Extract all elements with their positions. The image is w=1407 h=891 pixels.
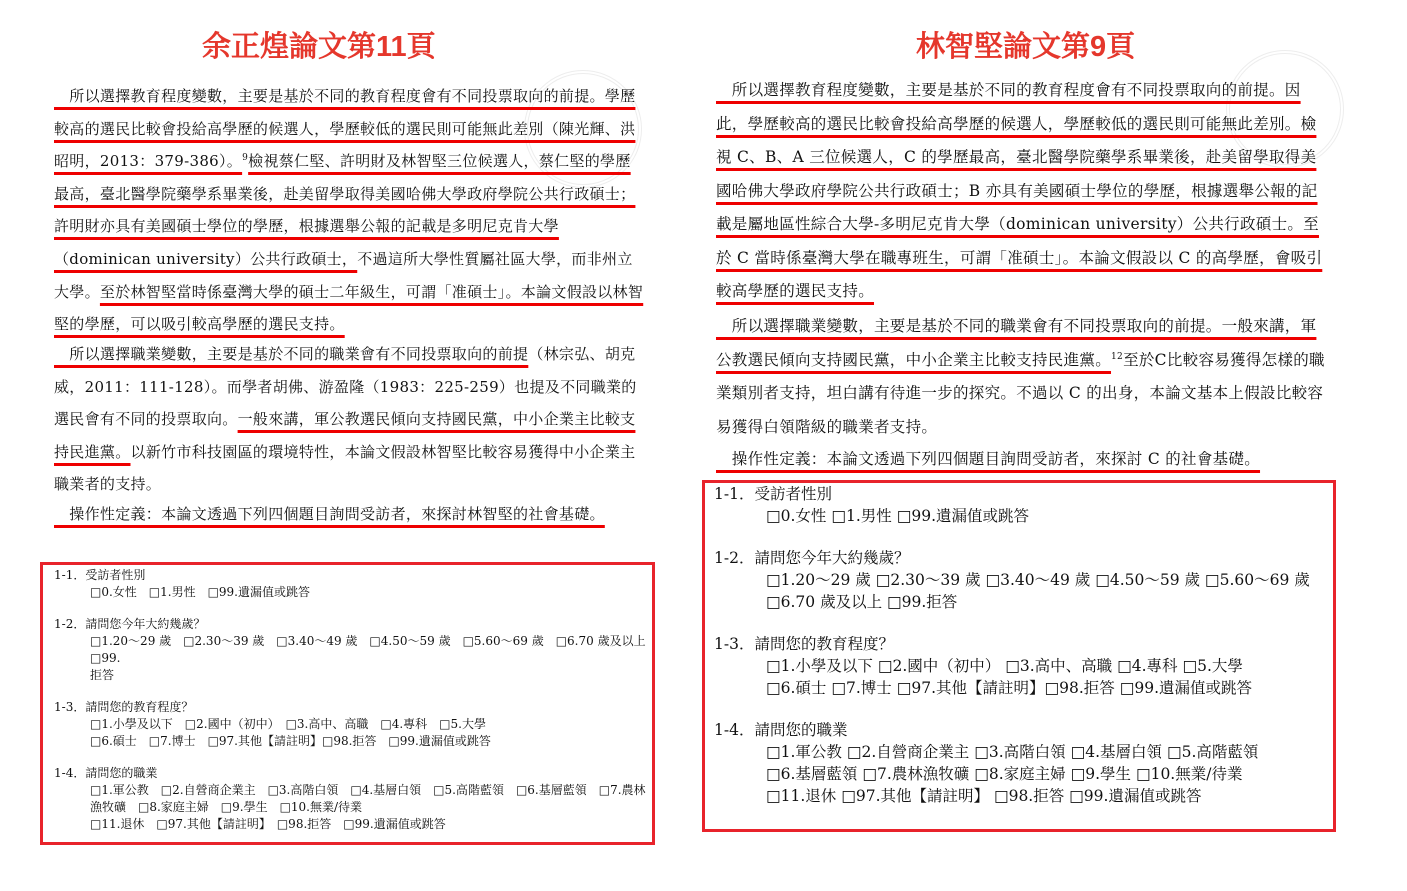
- left-paragraph-education: [54, 80, 644, 341]
- question-block: [54, 616, 658, 684]
- underlined-text: 操作性定義：本論文透過下列四個題目詢問受訪者，來探討 C 的社會基礎。: [716, 450, 1261, 468]
- answer-options: □1.20～29 歲 □2.30～39 歲 □3.40～49 歲 □4.50～59 歲 □5.60～69 歲: [766, 571, 1310, 589]
- left-title: 余正煌論文第11頁: [202, 31, 436, 63]
- underlined-text: 至於林智堅當時係臺灣大學的碩士二年級生，可謂「准碩士」。本論文假設以林智堅的學歷，可以吸引較高學歷的選民支持。: [54, 282, 644, 334]
- question-block: [714, 633, 1329, 699]
- right-questionnaire: [714, 483, 1329, 807]
- question-block: [54, 699, 649, 750]
- answer-options: □0.女性 □1.男性 □99.遺漏值或跳答: [766, 507, 1030, 525]
- underlined-text: 所以選擇教育程度變數，主要是基於不同的教育程度會有不同投票取向的前提。學歷較高的選民比較會投給高學歷的候選人，學歷較低的選民則可能無此差別（陳光輝、洪昭明，2013：379-386）。: [54, 87, 636, 171]
- answer-options: □11.退休 □97.其他【請註明】 □98.拒答 □99.遺漏值或跳答: [90, 817, 446, 831]
- answer-options: □6.碩士 □7.博士 □97.其他【請註明】□98.拒答 □99.遺漏值或跳答: [766, 679, 1253, 697]
- body-text: （林宗弘、胡克威，2011：111-128）。而學者胡佛、游盈隆（1983：225-259）也提及不同職業的選民會有不同的投票取向。: [54, 345, 637, 429]
- answer-options: □6.70 歲及以上 □99.拒答: [766, 593, 958, 611]
- underlined-text: 所以選擇教育程度變數，主要是基於不同的教育程度會有不同投票取向的前提。因此，學歷較高的選民比較會投給高學歷的候選人，學歷較低的選民則可能無此差別。檢視 C、B、A 三位候選人，C 的學歷最高，臺北醫學院藥學系畢業後，赴美留學取得美國哈佛大學政府學院公共行政碩士；B 亦具有美國碩士學位的學歷，根據選舉公報的記載是屬地區性綜合大學-多明尼克肯大學（dominican university）公共行政碩士。至於 C 當時係臺灣大學在職專班生，可謂「准碩士」。本論文假設以 C 的高學歷，會吸引較高學歷的選民支持。: [716, 81, 1323, 300]
- question-block: [54, 765, 649, 833]
- answer-options: □1.小學及以下 □2.國中（初中） □3.高中、高職 □4.專科 □5.大學: [90, 717, 486, 731]
- answer-options: □1.軍公教 □2.自營商企業主 □3.高階白領 □4.基層白領 □5.高階藍領 □6.基層藍領 □7.農林: [90, 783, 646, 797]
- answer-options: 拒答: [90, 668, 115, 682]
- question-text: 1-3．請問您的教育程度？: [54, 700, 194, 714]
- body-text: 至於C比較容易獲得怎樣的職業類別者支持，坦白講有待進一步的探究。不過以 C 的出身，本論文基本上假設比較容易獲得白領階級的職業者支持。: [716, 350, 1325, 436]
- underlined-text: 一般來講，軍公教選民傾向支持國民黨，中小企業主比較支持民進黨。: [54, 410, 636, 461]
- right-paragraph-occupation: [716, 310, 1326, 444]
- answer-options: □1.軍公教 □2.自營商企業主 □3.高階白領 □4.基層白領 □5.高階藍領: [766, 743, 1259, 761]
- underlined-text: 檢視蔡仁堅、許明財及林智堅三位候選人，蔡仁堅的學歷最高，臺北醫學院藥學系畢業後，赴美留學取得美國哈佛大學政府學院公共行政碩士；許明財亦具有美國碩士學位的學歷，根據選舉公報的記載是多明尼克肯大學（dominican university）公共行政碩士，: [54, 152, 636, 268]
- answer-options: □11.退休 □97.其他【請註明】 □98.拒答 □99.遺漏值或跳答: [766, 787, 1202, 805]
- question-block: [54, 567, 649, 601]
- answer-options: 漁牧礦 □8.家庭主婦 □9.學生 □10.無業/待業: [90, 800, 363, 814]
- question-text: 1-1．受訪者性別: [714, 485, 832, 503]
- right-title: 林智堅論文第9頁: [916, 31, 1136, 63]
- footnote-marker: 9: [242, 153, 249, 164]
- left-questionnaire: [54, 567, 658, 833]
- body-text: 不過這所大學性質屬社區大學，而非州立大學。: [54, 249, 633, 301]
- answer-options: □6.碩士 □7.博士 □97.其他【請註明】□98.拒答 □99.遺漏值或跳答: [90, 734, 491, 748]
- answer-options: □1.20～29 歲 □2.30～39 歲 □3.40～49 歲 □4.50～59 歲 □5.60～69 歲 □6.70 歲及以上 □99.: [90, 634, 658, 665]
- body-text: 以新竹市科技園區的環境特性，本論文假設林智堅比較容易獲得中小企業主職業者的支持。: [54, 442, 636, 494]
- question-block: [714, 483, 1329, 527]
- answer-options: □6.基層藍領 □7.農林漁牧礦 □8.家庭主婦 □9.學生 □10.無業/待業: [766, 765, 1243, 783]
- question-text: 1-2．請問您今年大約幾歲？: [54, 617, 206, 631]
- question-text: 1-2．請問您今年大約幾歲？: [714, 549, 910, 567]
- answer-options: □1.小學及以下 □2.國中（初中） □3.高中、高職 □4.專科 □5.大學: [766, 657, 1243, 675]
- underlined-text: 所以選擇職業變數，主要是基於不同的職業會有不同投票取向的前提: [54, 345, 529, 363]
- question-text: 1-4．請問您的職業: [714, 721, 848, 739]
- underlined-text: 所以選擇職業變數，主要是基於不同的職業會有不同投票取向的前提。一般來講，軍公教選民傾向支持國民黨，中小企業主比較支持民進黨。: [716, 317, 1317, 369]
- question-block: [714, 719, 1329, 807]
- question-text: 1-4．請問您的職業: [54, 766, 158, 780]
- left-paragraph-definition: [54, 498, 644, 531]
- question-block: [714, 547, 1329, 613]
- footnote-marker: 12: [1111, 351, 1124, 362]
- answer-options: □0.女性 □1.男性 □99.遺漏值或跳答: [90, 585, 310, 599]
- right-paragraph-education: [716, 74, 1326, 309]
- left-paragraph-occupation: [54, 338, 644, 501]
- question-text: 1-3．請問您的教育程度？: [714, 635, 894, 653]
- question-text: 1-1．受訪者性別: [54, 568, 146, 582]
- right-paragraph-definition: [716, 443, 1326, 477]
- underlined-text: 操作性定義：本論文透過下列四個題目詢問受訪者，來探討林智堅的社會基礎。: [54, 505, 605, 523]
